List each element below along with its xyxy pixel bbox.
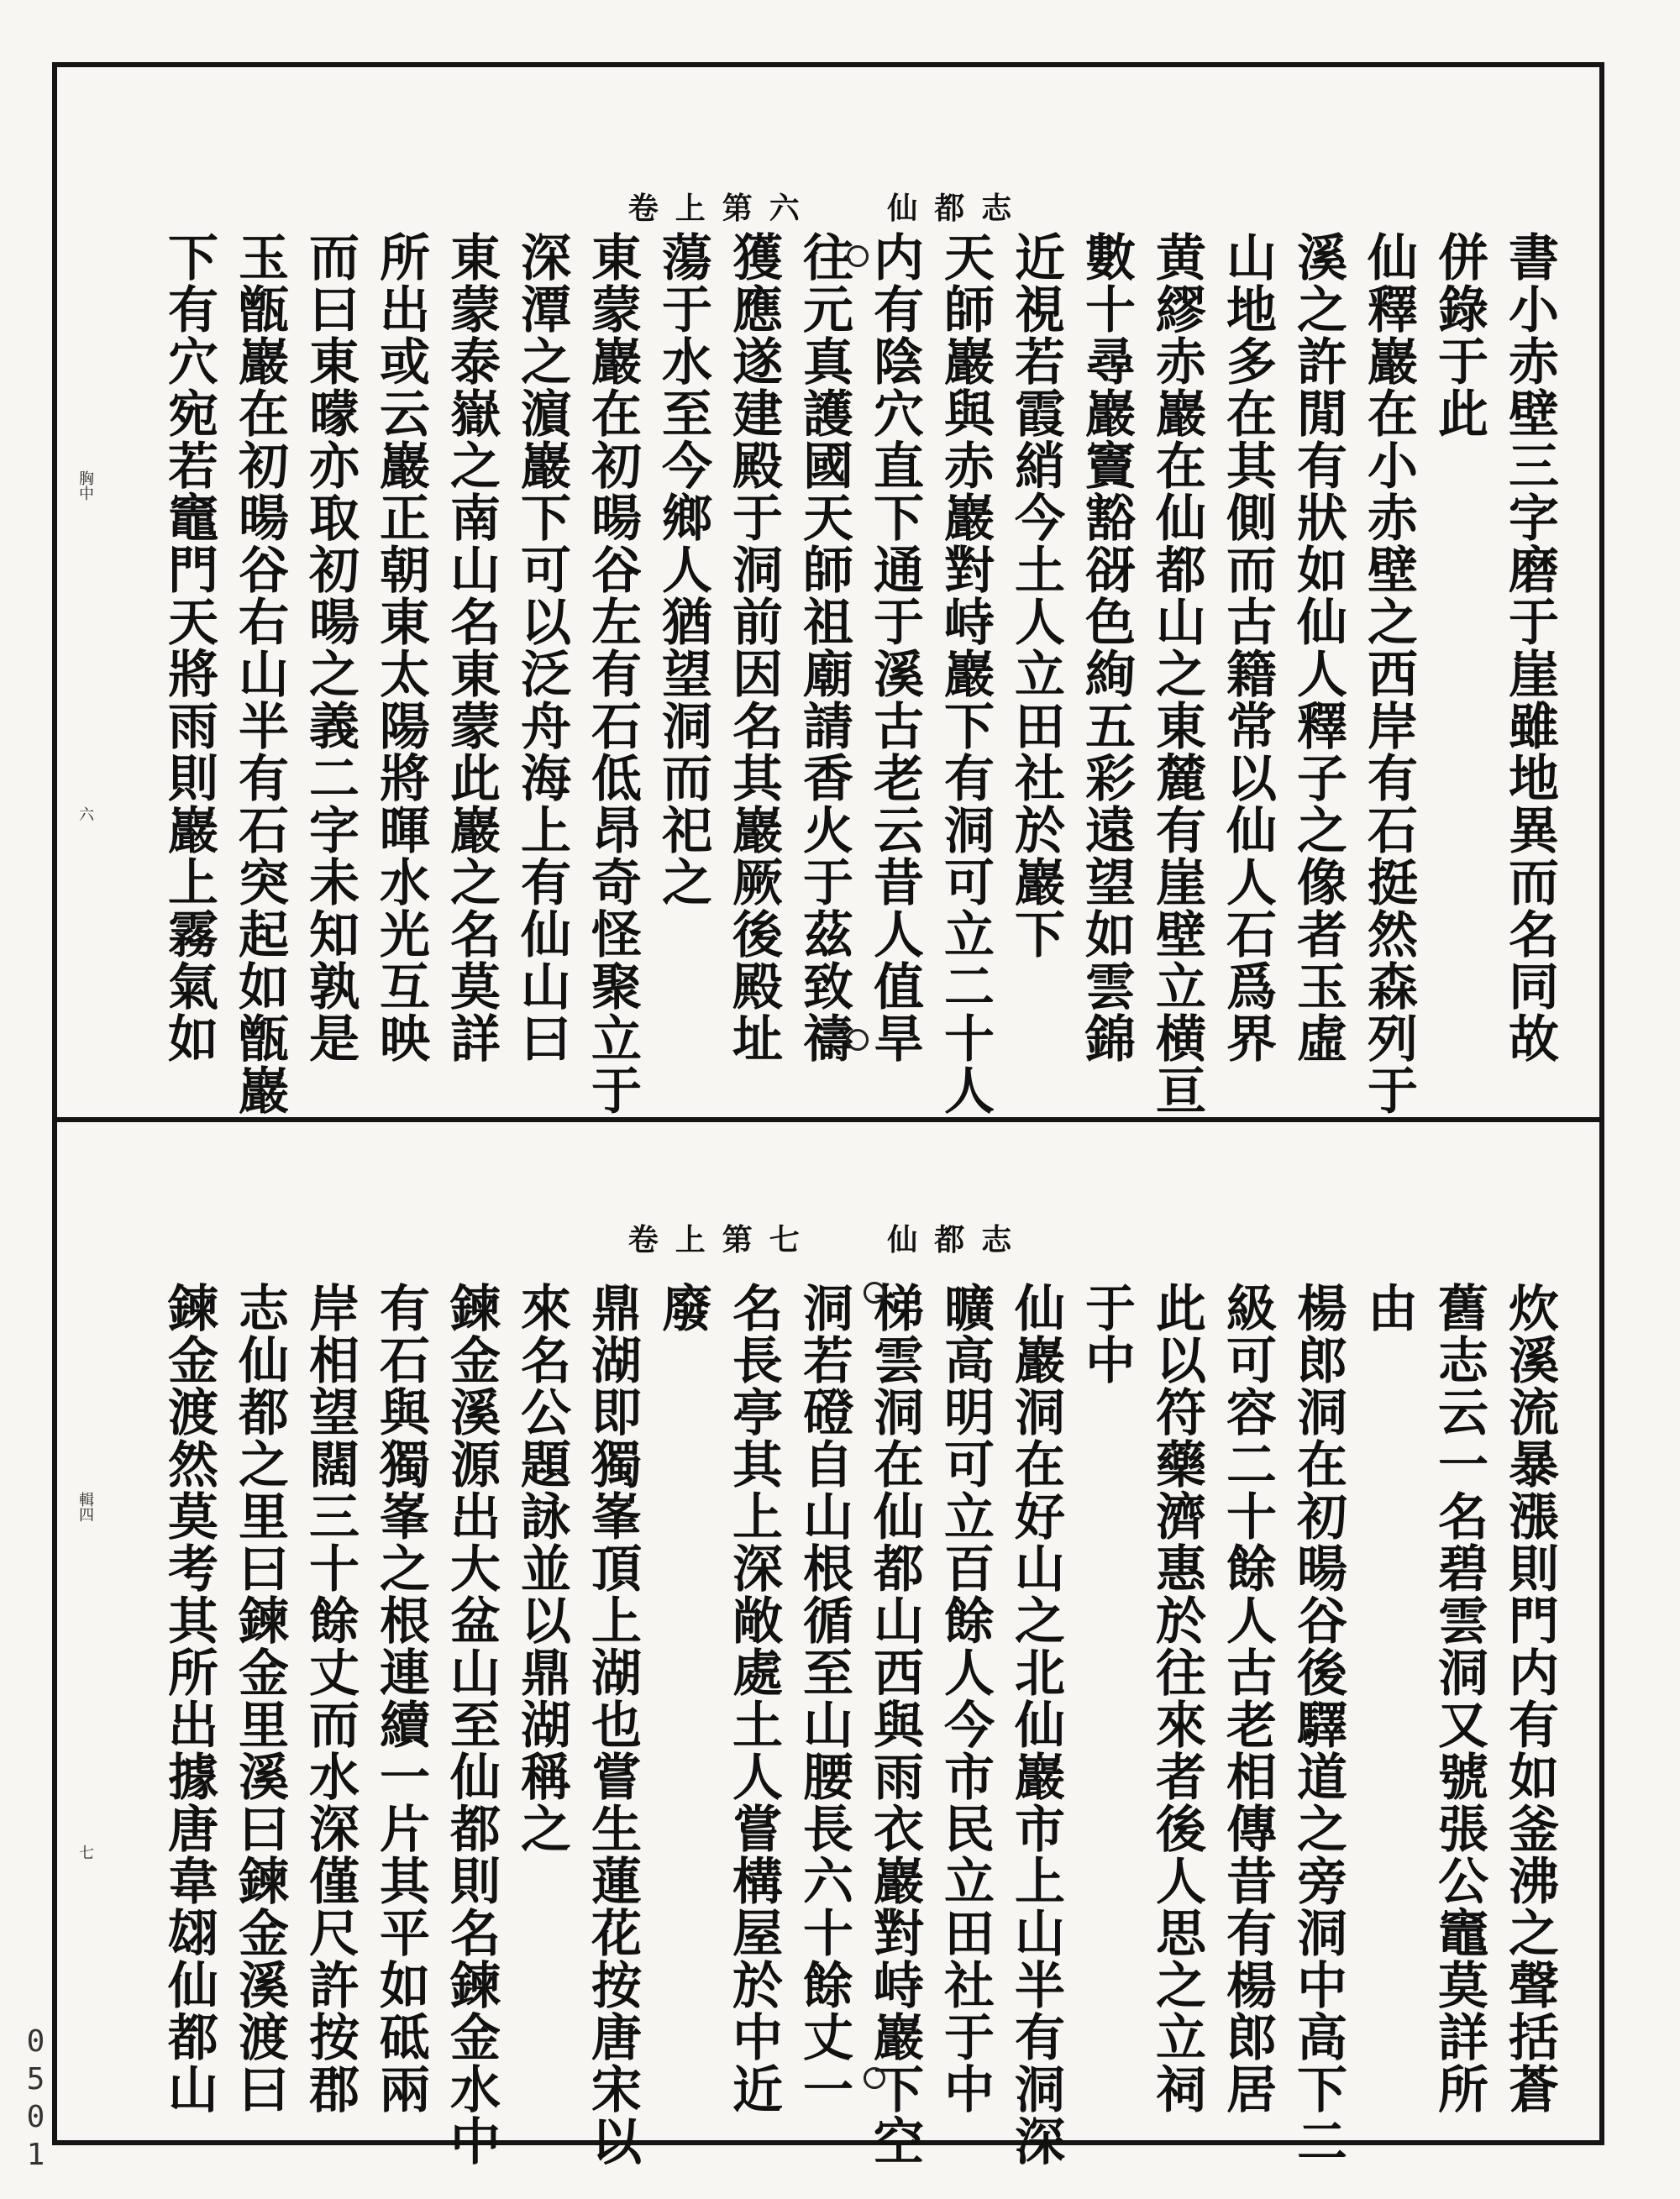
text-column: 廢: [654, 1282, 712, 1334]
bottom-page: [57, 1122, 1599, 2167]
text-column: 山地多在其側而古籍常以仙人石爲界: [1218, 231, 1277, 1064]
text-column: 近視若霞綃今土人立田社於巖下: [1006, 231, 1065, 960]
text-column: 曠高明可立百餘人今市民立田社于中: [936, 1282, 995, 2115]
text-column: 此以符藥濟惠於往來者後人思之立祠: [1147, 1282, 1206, 2115]
text-column: 于中: [1077, 1282, 1136, 1386]
text-column: 洞若磴自山根循至山腰長六十餘丈一: [795, 1282, 853, 2115]
bottom-header-volume: 卷上第七: [627, 1222, 816, 1257]
bottom-header-book: 仙都志: [887, 1222, 1029, 1257]
text-column: 數十尋巖竇豁谺色絢五彩遠望如雲錦: [1077, 231, 1136, 1064]
text-column: 岸相望闊三十餘丈而水深僅尺許按郡: [301, 1282, 360, 2115]
text-column: 東蒙巖在初暘谷左有石低昂奇怪聚立于: [583, 231, 642, 1116]
text-column: 由: [1359, 1282, 1418, 1334]
text-column: 天師巖與赤巖對峙巖下有洞可立二十人: [936, 231, 995, 1116]
bottom-margin-note: 輯四: [76, 1492, 94, 1522]
text-column: 楊郎洞在初暘谷後驛道之旁洞中高下二: [1289, 1282, 1347, 2167]
text-column: 仙巖洞在好山之北仙巖市上山半有洞深: [1006, 1282, 1065, 2167]
text-column: 獲應遂建殿于洞前因名其巖厥後殿址: [724, 231, 783, 1064]
top-page-columns: [160, 231, 1559, 1116]
text-column: 蕩于水至今鄉人猶望洞而祀之: [654, 231, 712, 908]
top-header-volume: 卷上第六: [627, 191, 816, 226]
top-margin-page: 六: [76, 806, 94, 821]
punctuation-circle: [864, 2067, 885, 2089]
text-column: 舊志云一名碧雲洞又號張公竈莫詳所: [1430, 1282, 1488, 2115]
top-header-book: 仙都志: [887, 191, 1029, 226]
punctuation-circle: [847, 245, 869, 267]
text-column: 往元真護國天師祖廟請香火于茲致禱: [795, 231, 853, 1064]
text-column: 所出或云巖正朝東太陽將暉水光互映: [371, 231, 430, 1064]
text-column: 梯雲洞在仙都山西與雨衣巖對峙巖下空: [865, 1282, 924, 2167]
top-page-header: [57, 185, 1599, 228]
bottom-margin-page: 七: [76, 1845, 94, 1860]
top-margin-note: 胸中: [76, 470, 94, 501]
text-column: 内有陰穴直下通于溪古老云昔人值旱: [865, 231, 924, 1064]
text-column: 來名公題詠並以鼎湖稱之: [512, 1282, 571, 1855]
page-number: 0501: [18, 2024, 53, 2175]
text-column: 下有穴宛若竈門天將雨則巖上霧氣如: [160, 231, 218, 1064]
text-column: 鼎湖即獨峯頂上湖也嘗生蓮花按唐宋以: [583, 1282, 642, 2167]
text-column: 有石與獨峯之根連續一片其平如砥兩: [371, 1282, 430, 2115]
text-column: 而曰東曚亦取初暘之義二字未知孰是: [301, 231, 360, 1064]
bottom-page-columns: [160, 1282, 1559, 2167]
text-column: 深潭之濵巖下可以泛舟海上有仙山曰: [512, 231, 571, 1064]
text-column: 黄繆赤巖在仙都山之東麓有崖壁立横亘: [1147, 231, 1206, 1116]
text-column: 鍊金渡然莫考其所出據唐韋翃仙都山: [160, 1282, 218, 2115]
bottom-page-header: [57, 1216, 1599, 1259]
text-column: 志仙都之里曰鍊金里溪曰鍊金溪渡曰: [230, 1282, 289, 2115]
punctuation-circle: [847, 1029, 869, 1051]
text-column: 仙釋巖在小赤壁之西岸有石挺然森列于: [1359, 231, 1418, 1116]
punctuation-circle: [864, 1282, 885, 1304]
text-column: 併錄于此: [1430, 231, 1488, 439]
text-column: 書小赤壁三字磨于崖雖地異而名同故: [1500, 231, 1559, 1064]
top-page: [57, 67, 1599, 1117]
text-column: 玉甑巖在初暘谷右山半有石突起如甑巖: [230, 231, 289, 1116]
text-column: 級可容二十餘人古老相傳昔有楊郎居: [1218, 1282, 1277, 2115]
text-column: 名長亭其上深敞處土人嘗構屋於中近: [724, 1282, 783, 2115]
text-column: 鍊金溪源出大盆山至仙都則名鍊金水中: [442, 1282, 501, 2167]
text-column: 溪之許閒有狀如仙人釋子之像者玉虛: [1289, 231, 1347, 1064]
text-column: 東蒙泰嶽之南山名東蒙此巖之名莫詳: [442, 231, 501, 1064]
text-column: 炊溪流暴漲則門内有如釜沸之聲括蒼: [1500, 1282, 1559, 2115]
